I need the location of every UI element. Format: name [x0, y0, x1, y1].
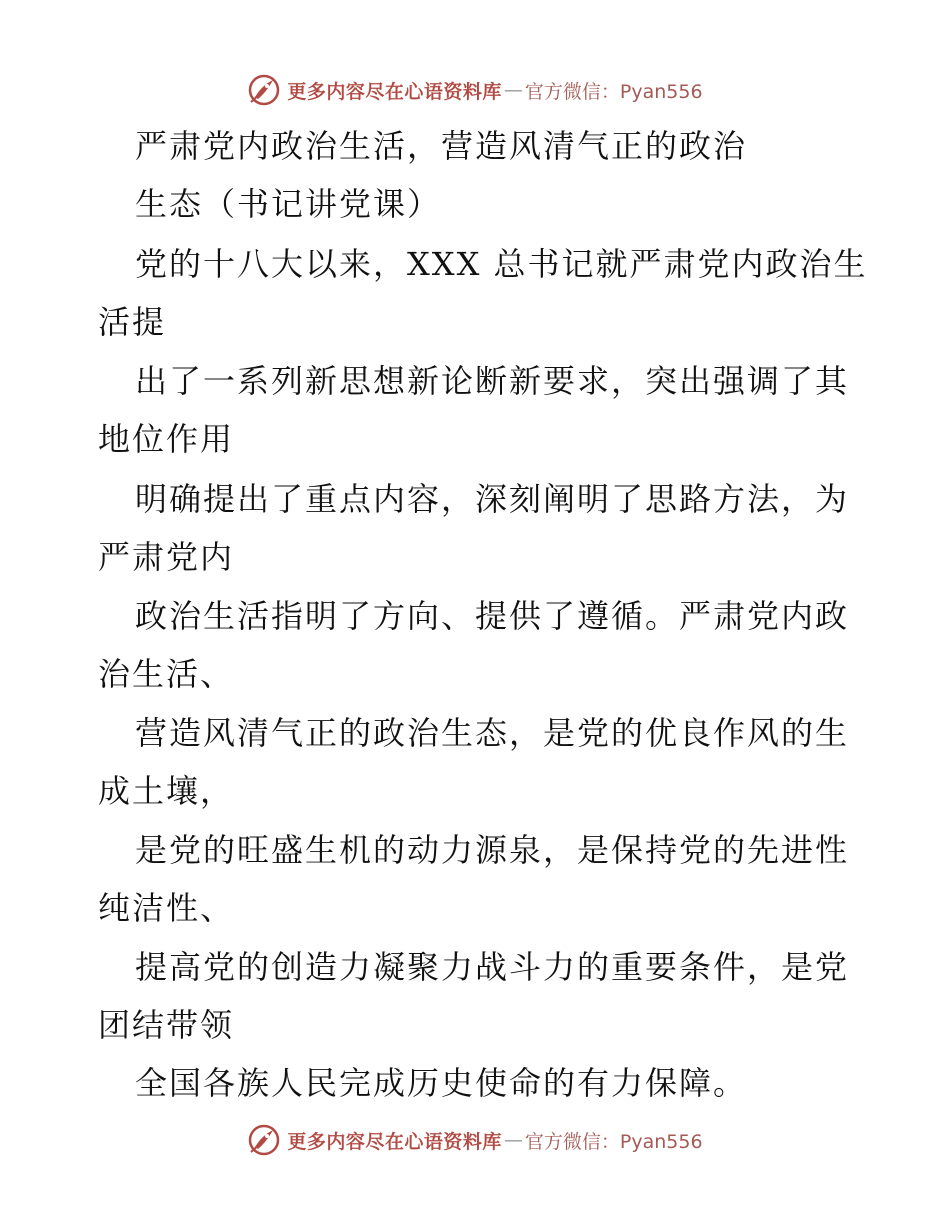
pen-nib-logo-icon: [247, 73, 281, 107]
paragraph-line: 明确提出了重点内容，深刻阐明了思路方法，为: [135, 480, 850, 518]
footer-banner: [0, 1120, 950, 1160]
paragraph-line: 地位作用: [98, 420, 235, 458]
banner-separator: —: [503, 1129, 523, 1151]
paragraph-line: 政治生活指明了方向、提供了遵循。严肃党内政: [135, 597, 850, 635]
paragraph-line: 党的十八大以来，XXX 总书记就严肃党内政治生: [135, 245, 868, 283]
paragraph-line: 全国各族人民完成历史使命的有力保障。: [135, 1064, 748, 1102]
paragraph-line: 出了一系列新思想新论断新要求，突出强调了其: [135, 362, 850, 400]
doc-title-line-1: 严肃党内政治生活，营造风清气正的政治: [135, 127, 748, 165]
paragraph-line: 提高党的创造力凝聚力战斗力的重要条件，是党: [135, 948, 850, 986]
doc-title-line-2: 生态（书记讲党课）: [135, 185, 442, 223]
paragraph-line: 纯洁性、: [98, 889, 235, 927]
paragraph-line: 严肃党内: [98, 538, 235, 576]
pen-nib-logo-icon: [247, 1123, 281, 1157]
paragraph-line: 治生活、: [98, 655, 235, 693]
banner-separator: —: [503, 79, 523, 101]
paragraph-line: 团结带领: [98, 1006, 235, 1044]
paragraph-line: 活提: [98, 303, 167, 341]
banner-wechat: 官方微信：Pyan556: [524, 1130, 703, 1153]
paragraph-line: 是党的旺盛生机的动力源泉，是保持党的先进性: [135, 831, 850, 869]
header-banner: [0, 70, 950, 110]
banner-wechat: 官方微信：Pyan556: [524, 80, 703, 103]
paragraph-line: 营造风清气正的政治生态，是党的优良作风的生: [135, 714, 850, 752]
banner-text: 更多内容尽在心语资料库: [287, 1130, 502, 1153]
banner-text: 更多内容尽在心语资料库: [287, 80, 502, 103]
paragraph-line: 成土壤，: [98, 772, 235, 810]
